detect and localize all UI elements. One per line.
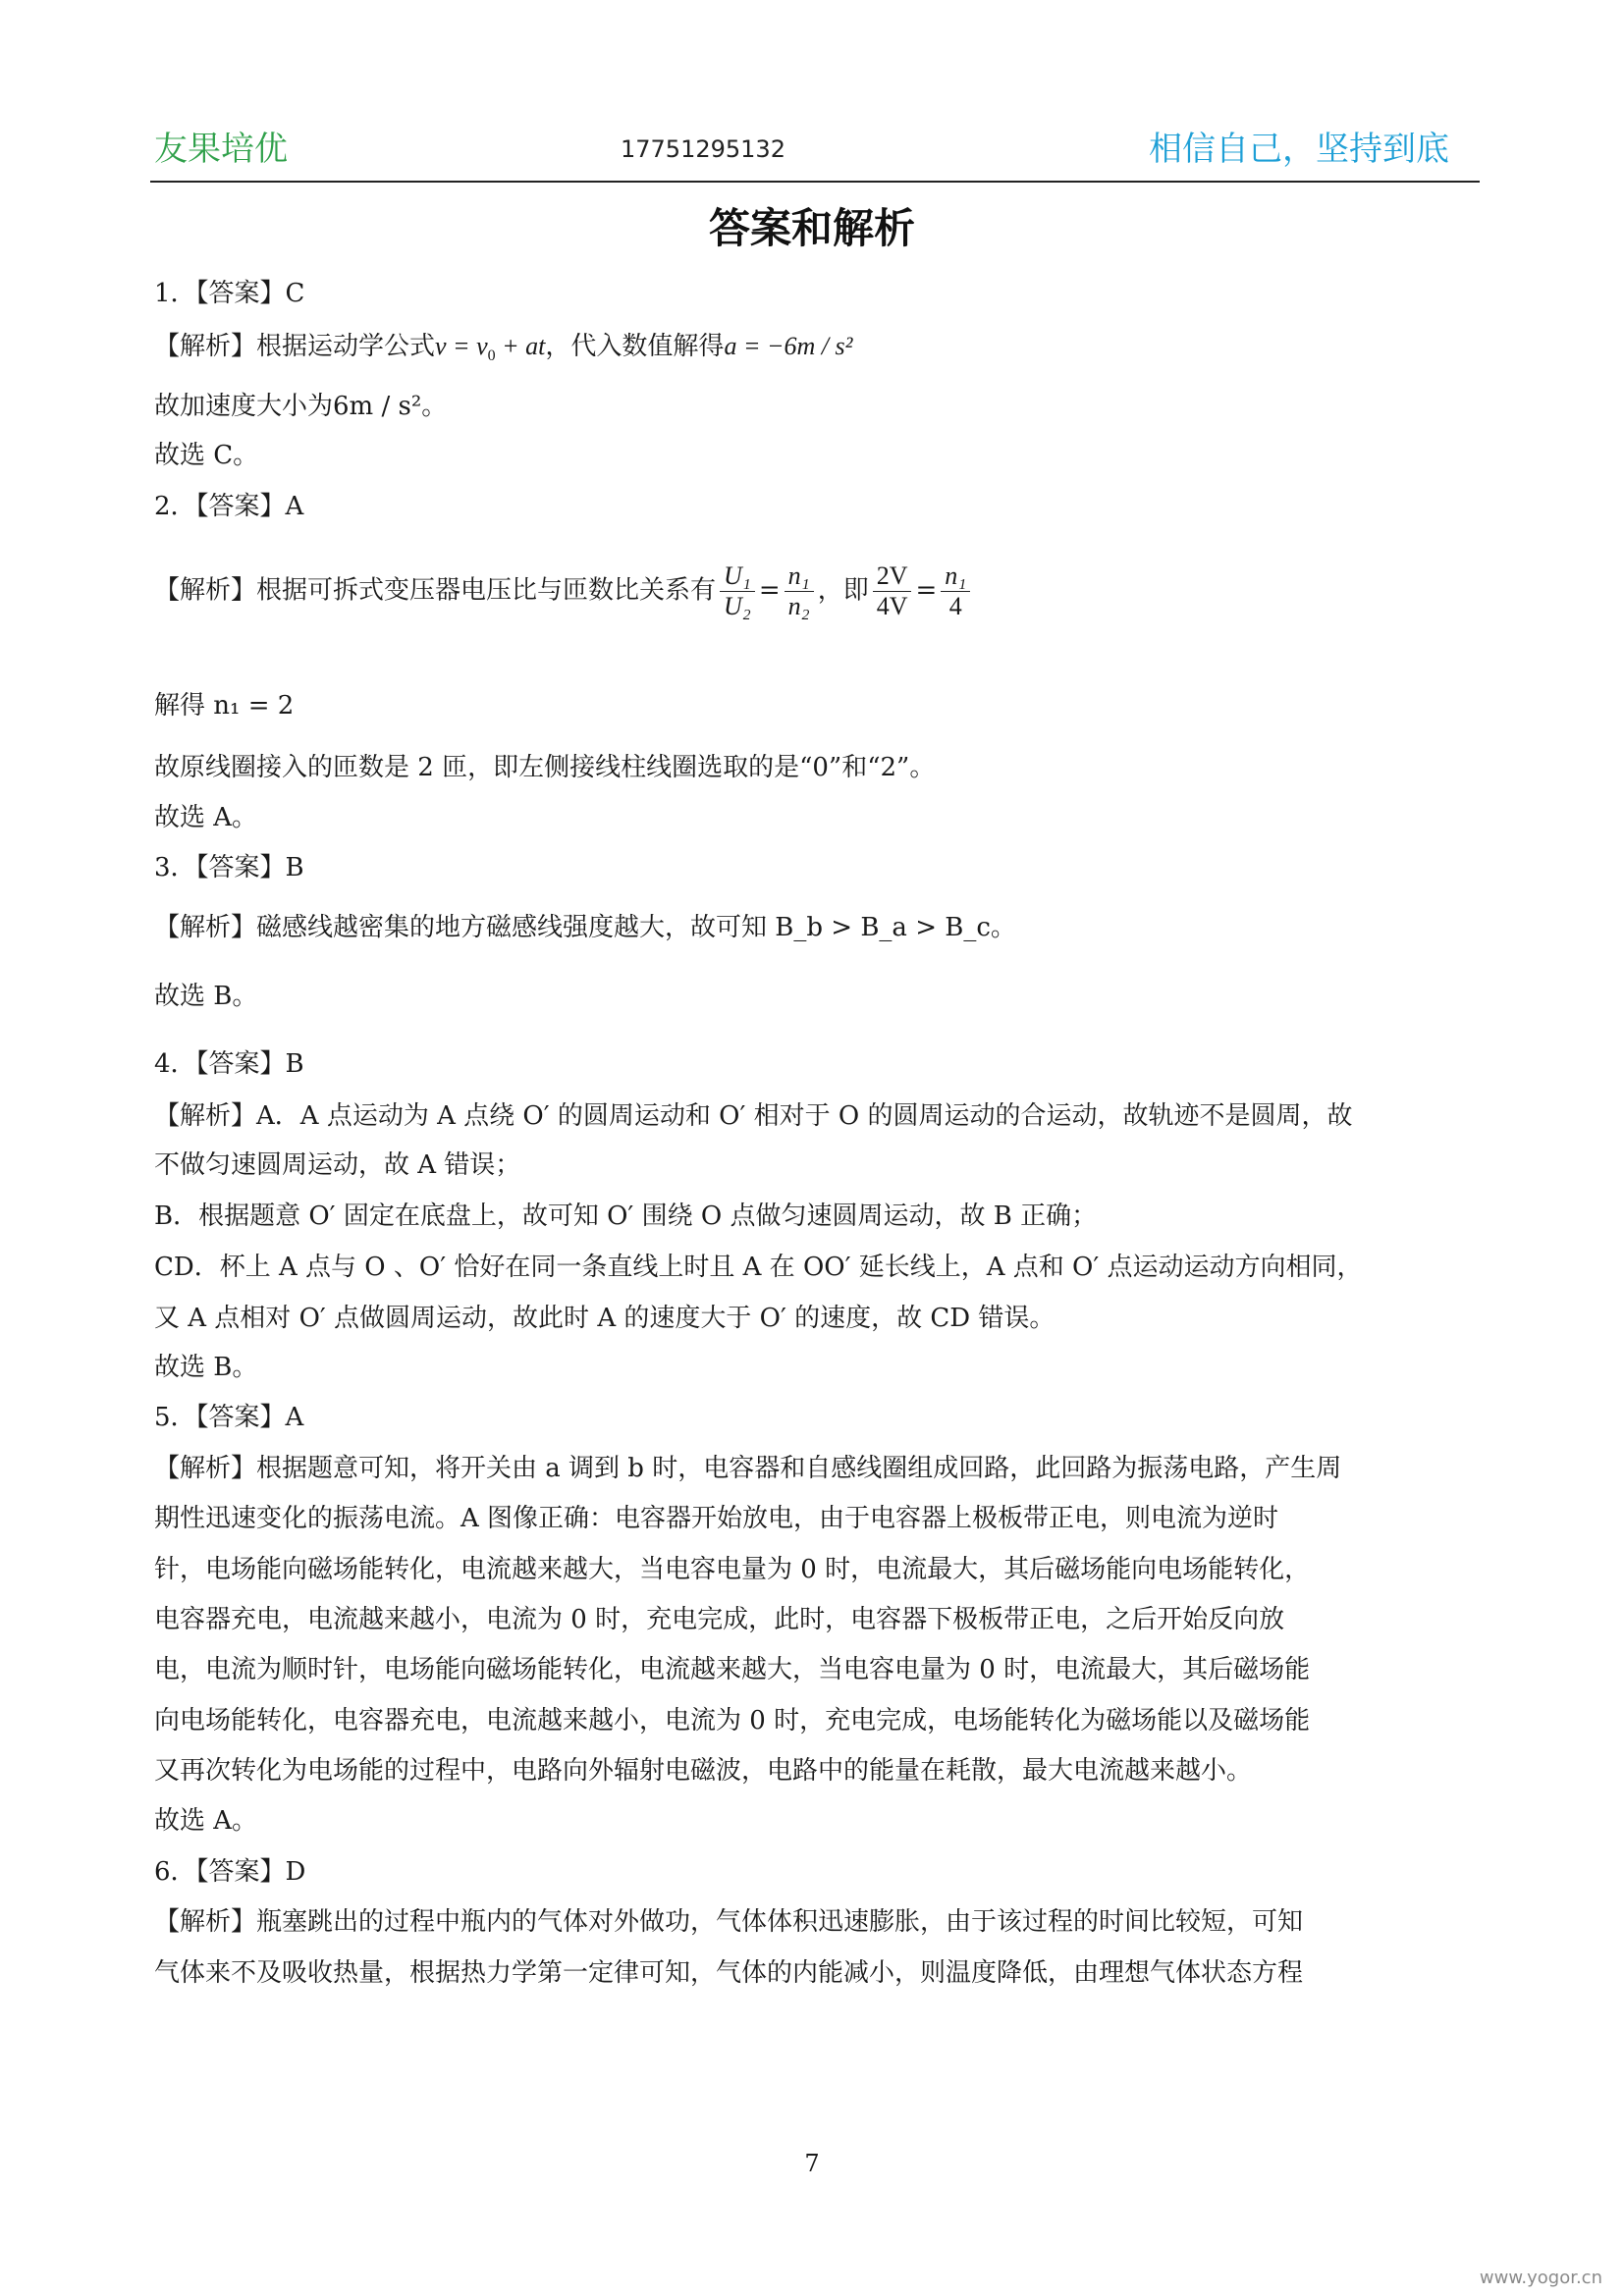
fraction-denominator: 4 [948, 592, 962, 620]
q2-choice: 故选 A。 [154, 803, 258, 832]
value-fraction-right [941, 561, 970, 621]
q1-answer: 1．【答案】C [154, 279, 305, 308]
contact-phone: 17751295132 [621, 135, 785, 163]
q2-explanation-line-2: 解得 n₁ = 2 [154, 691, 295, 721]
q5-explanation-line-5: 电，电流为顺时针，电场能向磁场能转化，电流越来越大，当电容电量为 0 时，电流最大，其后磁场能 [154, 1655, 1311, 1684]
q4-explanation-line-2: 不做匀速圆周运动，故 A 错误； [154, 1150, 521, 1180]
q5-explanation-line-7: 又再次转化为电场能的过程中，电路向外辐射电磁波，电路中的能量在耗散，最大电流越来越小。 [154, 1756, 1253, 1786]
q4-answer: 4．【答案】B [154, 1049, 304, 1079]
q2-answer: 2．【答案】A [154, 492, 304, 521]
slogan: 相信自己，坚持到底 [1149, 130, 1449, 169]
value-fraction-left [873, 561, 912, 621]
q4-explanation-line-3: B．根据题意 O′ 固定在底盘上，故可知 O′ 围绕 O 点做匀速圆周运动，故 B 正确； [154, 1201, 1098, 1231]
q3-explanation: 【解析】磁感线越密集的地方磁感线强度越大，故可知 B_b > B_a > B_c。 [154, 913, 1016, 942]
q5-explanation-line-3: 针，电场能向磁场能转化，电流越来越大，当电容电量为 0 时，电流最大，其后磁场能向电场能转化， [154, 1555, 1311, 1584]
q1-explanation-line-1 [154, 330, 1475, 373]
q2-explanation-line-3: 故原线圈接入的匝数是 2 匝，即左侧接线柱线圈选取的是“0”和“2”。 [154, 753, 936, 782]
fraction-denominator: n₂ [787, 592, 810, 620]
page-number: 7 [804, 2150, 820, 2177]
fraction-denominator: 4V [876, 592, 908, 620]
q6-answer: 6．【答案】D [154, 1857, 306, 1887]
page-title: 答案和解析 [708, 204, 915, 252]
q5-explanation-line-4: 电容器充电，电流越来越小，电流为 0 时，充电完成，此时，电容器下极板带正电，之后开始反向放 [154, 1605, 1285, 1634]
q1-expl-text-a: 【解析】根据运动学公式 [154, 332, 436, 361]
q5-choice: 故选 A。 [154, 1806, 258, 1836]
q1-expl-text-b: ，代入数值解得 [545, 332, 725, 361]
q5-explanation-line-1: 【解析】根据题意可知，将开关由 a 调到 b 时，电容器和自感线圈组成回路，此回路为振荡电路，产生周 [154, 1454, 1342, 1483]
q2-expl-text-a: 【解析】根据可拆式变压器电压比与匝数比关系有 [154, 575, 717, 606]
q4-choice: 故选 B。 [154, 1353, 258, 1382]
q5-answer: 5．【答案】A [154, 1403, 304, 1432]
brand-name: 友果培优 [154, 130, 288, 169]
q4-explanation-line-4: CD．杯上 A 点与 O 、O′ 恰好在同一条直线上时且 A 在 OO′ 延长线上，A 点和 O′ 点运动运动方向相同， [154, 1253, 1363, 1282]
voltage-ratio-fraction [720, 561, 755, 621]
q1-result: a = −6m / s² [724, 332, 853, 360]
q3-choice: 故选 B。 [154, 982, 258, 1011]
q5-explanation-line-6: 向电场能转化，电容器充电，电流越来越小，电流为 0 时，充电完成，电场能转化为磁场能以及磁场能 [154, 1706, 1311, 1735]
q4-explanation-line-1: 【解析】A．A 点运动为 A 点绕 O′ 的圆周运动和 O′ 相对于 O 的圆周运动的合运动，故轨迹不是圆周，故 [154, 1101, 1353, 1131]
q2-explanation-line-1: 【解析】根据可拆式变压器电压比与匝数比关系有 $\frac{\text{U₁}}{\text{U₂}}$ = $\frac{\text{n₁}}{\text{n₂}}$ ，即 $\frac{2V}{4V}$ = $\frac{\text{n₁}}{4}$ [154, 561, 1475, 621]
q5-explanation-line-2: 期性迅速变化的振荡电流。A 图像正确：电容器开始放电，由于电容器上极板带正电，则电流为逆时 [154, 1504, 1279, 1533]
q1-explanation-line-2: 故加速度大小为6m / s²。 [154, 392, 448, 421]
q1-formula: $v = v_0$ + at [435, 332, 546, 365]
fraction-numerator: U₁ [720, 561, 755, 592]
q6-explanation-line-1: 【解析】瓶塞跳出的过程中瓶内的气体对外做功，气体体积迅速膨胀，由于该过程的时间比较短，可知 [154, 1907, 1304, 1937]
header-divider [150, 181, 1480, 183]
q1-choice: 故选 C。 [154, 441, 259, 470]
fraction-denominator: U₂ [724, 592, 751, 620]
fraction-numerator: n₁ [941, 561, 970, 592]
fraction-numerator: n₁ [785, 561, 814, 592]
fraction-numerator: 2V [873, 561, 912, 592]
q6-explanation-line-2: 气体来不及吸收热量，根据热力学第一定律可知，气体的内能减小，则温度降低，由理想气体状态方程 [154, 1958, 1304, 1988]
q4-explanation-line-5: 又 A 点相对 O′ 点做圆周运动，故此时 A 的速度大于 O′ 的速度，故 CD 错误。 [154, 1304, 1056, 1333]
turns-ratio-fraction [785, 561, 814, 621]
q2-expl-text-b: ，即 [817, 575, 869, 606]
watermark: www.yogor.cn [1479, 2268, 1602, 2288]
q3-answer: 3．【答案】B [154, 853, 304, 882]
